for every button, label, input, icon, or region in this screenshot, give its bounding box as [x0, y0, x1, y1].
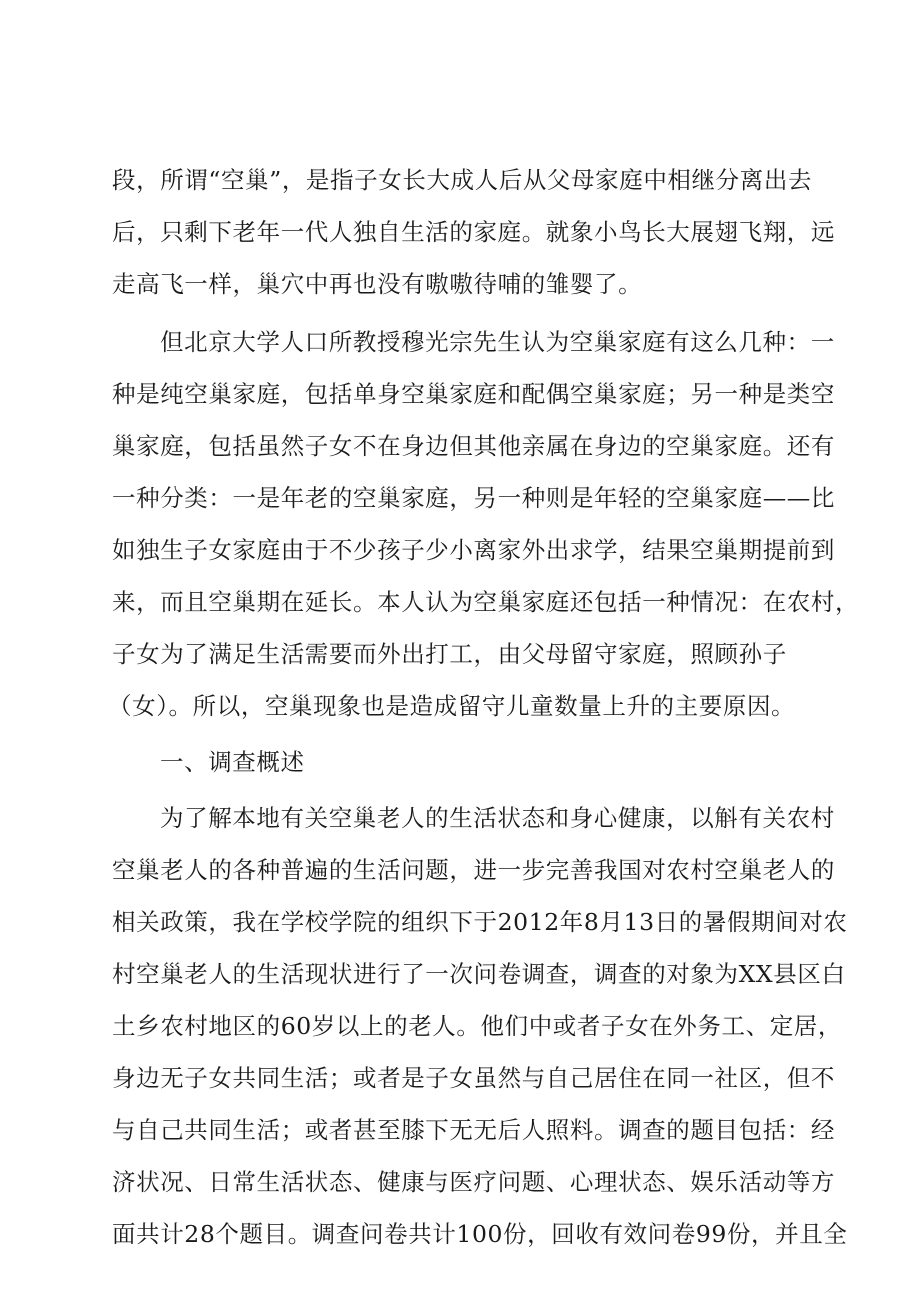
text-line: 与自己共同生活；或者甚至膝下无无后人照料。调查的题目包括：经 [112, 1116, 835, 1144]
text-line: 一种分类：一是年老的空巢家庭，另一种则是年轻的空巢家庭——比 [112, 484, 835, 512]
text-line: 济状况、日常生活状态、健康与医疗问题、心理状态、娱乐活动等方 [112, 1168, 835, 1196]
text-line: 空巢老人的各种普遍的生活问题，进一步完善我国对农村空巢老人的 [112, 856, 835, 884]
text-line: 为了解本地有关空巢老人的生活状态和身心健康，以斛有关农村 [160, 804, 835, 832]
text-line: 如独生子女家庭由于不少孩子少小离家外出求学，结果空巢期提前到 [112, 536, 835, 564]
text-line: 段，所谓“空巢”，是指子女长大成人后从父母家庭中相继分离出去 [112, 166, 813, 194]
text-line: 来，而且空巢期在延长。本人认为空巢家庭还包括一种情况：在农村， [112, 588, 860, 616]
text-line: 走高飞一样，巢穴中再也没有嗷嗷待哺的雏婴了。 [112, 270, 643, 298]
text-line: 巢家庭，包括虽然子女不在身边但其他亲属在身边的空巢家庭。还有 [112, 432, 835, 460]
text-line: 相关政策，我在学校学院的组织下于2012年8月13日的暑假期间对农 [112, 908, 848, 936]
text-line: 后，只剩下老年一代人独自生活的家庭。就象小鸟长大展翅飞翔，远 [112, 218, 835, 246]
section-heading: 一、调查概述 [160, 748, 305, 776]
text-line: （女）。所以，空巢现象也是造成留守儿童数量上升的主要原因。 [108, 692, 796, 720]
text-line: 面共计28个题目。调查问卷共计100份，回收有效问卷99份，并且全 [112, 1220, 848, 1248]
text-line: 土乡农村地区的60岁以上的老人。他们中或者子女在外务工、定居， [112, 1012, 843, 1040]
text-line: 村空巢老人的生活现状进行了一次问卷调查，调查的对象为XX县区白 [112, 960, 846, 988]
text-line: 种是纯空巢家庭，包括单身空巢家庭和配偶空巢家庭；另一种是类空 [112, 380, 835, 408]
text-line: 子女为了满足生活需要而外出打工，由父母留守家庭，照顾孙子 [112, 640, 787, 668]
text-line: 但北京大学人口所教授穆光宗先生认为空巢家庭有这么几种：一 [160, 328, 835, 356]
text-line: 身边无子女共同生活；或者是子女虽然与自己居住在同一社区，但不 [112, 1064, 835, 1092]
